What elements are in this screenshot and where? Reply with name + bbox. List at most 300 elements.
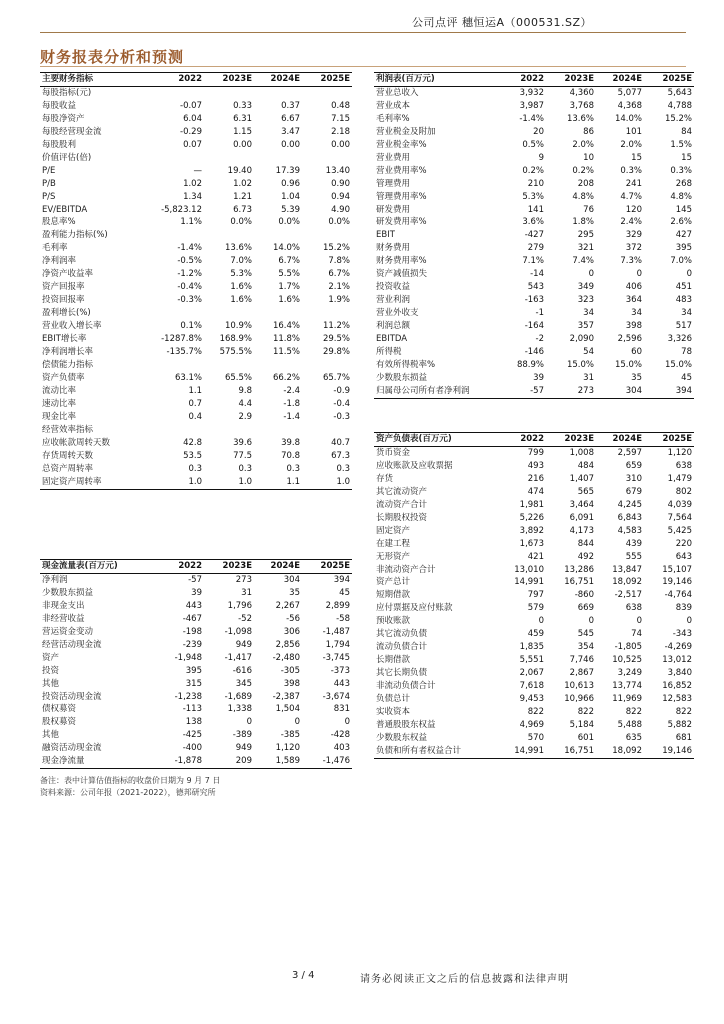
row-label: 非流动负债合计 [376, 681, 436, 692]
cell-value: -1 [535, 308, 544, 319]
cell-value: -1,487 [322, 626, 350, 637]
cell-value [254, 229, 302, 242]
table-row [374, 385, 694, 398]
column-header: 2022 [496, 433, 546, 447]
row-label: 股息率% [42, 217, 76, 228]
main-indicators-table [40, 72, 352, 490]
table-row [40, 476, 352, 489]
row-label: P/B [42, 178, 56, 189]
table-row [40, 113, 352, 126]
row-label: 净利润 [42, 574, 68, 585]
header-divider [40, 32, 686, 33]
row-label: 预收账款 [376, 616, 411, 627]
table-row [374, 294, 694, 307]
cell-value: 45 [339, 587, 350, 598]
table-row [40, 307, 352, 320]
row-label: 投资收益 [376, 282, 411, 293]
row-label: 营业费用率% [376, 165, 427, 176]
cell-value: 0.3% [670, 165, 692, 176]
cell-value: 209 [204, 755, 254, 768]
cell-value: — [193, 165, 202, 176]
cell-value: 310 [625, 473, 642, 484]
table-row [40, 139, 352, 152]
table-row [374, 602, 694, 615]
income-statement-table [374, 72, 694, 399]
cell-value: 565 [577, 486, 594, 497]
cell-value: 13,774 [612, 681, 642, 692]
cell-value: -0.07 [180, 100, 202, 111]
cell-value: 138 [185, 717, 202, 728]
cell-value: 4,360 [569, 87, 594, 98]
cell-value: 7.3% [620, 256, 642, 267]
cell-value: 1.04 [281, 191, 300, 202]
table-row [40, 424, 352, 437]
table-row [374, 359, 694, 372]
cell-value: 545 [577, 629, 594, 640]
table-row [40, 639, 352, 652]
cell-value: 88.9% [516, 359, 544, 370]
cell-value: 10,613 [564, 681, 594, 692]
cell-value: 4,788 [667, 100, 692, 111]
table-row [40, 665, 352, 678]
cell-value: -198 [182, 626, 202, 637]
cell-value: 822 [527, 707, 544, 718]
cell-value: 304 [283, 574, 300, 585]
row-label: 资产回报率 [42, 282, 85, 293]
report-header: 公司点评 穗恒运A（000531.SZ） [411, 16, 592, 29]
cell-value: 74 [631, 629, 642, 640]
table-row [40, 126, 352, 139]
cell-value: 101 [625, 126, 642, 137]
cell-value: 7,618 [519, 681, 544, 692]
cell-value: 395 [675, 243, 692, 254]
table-row [40, 626, 352, 639]
column-header: 2025E [644, 433, 694, 447]
table-row [374, 320, 694, 333]
cell-value: 13,012 [662, 655, 692, 666]
cell-value: 34 [681, 308, 692, 319]
row-label: 负债和所有者权益合计 [374, 745, 496, 758]
cell-value: 395 [185, 665, 202, 676]
cell-value: 831 [333, 704, 350, 715]
cell-value: -1.8 [283, 398, 300, 409]
table-header-row [374, 73, 694, 87]
cell-value: 0.3 [238, 463, 252, 474]
cell-value: 949 [235, 639, 252, 650]
cell-value: 4,368 [617, 100, 642, 111]
table-row [40, 385, 352, 398]
row-label: 存货周转天数 [42, 450, 94, 461]
cell-value: 679 [625, 486, 642, 497]
cell-value: 2.0% [620, 139, 642, 150]
column-header: 2023E [546, 433, 596, 447]
table-row [40, 703, 352, 716]
cell-value [204, 152, 254, 165]
table-row [374, 706, 694, 719]
cell-value: 1,407 [569, 473, 594, 484]
table-row [40, 573, 352, 586]
cell-value: -1,098 [224, 626, 252, 637]
cell-value: 4,245 [617, 499, 642, 510]
cell-value: 13.6% [566, 113, 594, 124]
cell-value: 543 [527, 282, 544, 293]
table-row [40, 255, 352, 268]
cell-value: -1.4 [283, 411, 300, 422]
row-label: 研发费用率% [376, 217, 427, 228]
cell-value: 799 [527, 447, 544, 458]
cell-value: 6.73 [233, 204, 252, 215]
cell-value: 39 [191, 587, 202, 598]
table-row [374, 680, 694, 693]
cell-value: 4.90 [331, 204, 350, 215]
cell-value: 681 [675, 732, 692, 743]
column-header: 2023E [546, 73, 596, 87]
cell-value: 1,338 [227, 704, 252, 715]
cell-value: 822 [625, 707, 642, 718]
cell-value: 1,981 [519, 499, 544, 510]
cell-value: 273 [546, 385, 596, 398]
cell-value [302, 424, 352, 437]
row-label: 营业外收支 [376, 308, 419, 319]
column-header: 2024E [254, 560, 302, 574]
table-row [374, 191, 694, 204]
cell-value: 76 [583, 204, 594, 215]
cell-value: -1,238 [174, 691, 202, 702]
row-label: 营业利润 [376, 295, 411, 306]
cell-value: 315 [185, 678, 202, 689]
cell-value: 5,551 [519, 655, 544, 666]
cell-value: 39 [533, 372, 544, 383]
section-title: 财务报表分析和预测 [40, 48, 185, 66]
cell-value: 2.6% [670, 217, 692, 228]
cell-value: 65.7% [322, 372, 350, 383]
table-row [40, 229, 352, 242]
table-row [40, 178, 352, 191]
row-label: 其他 [42, 730, 60, 741]
table-row [40, 86, 352, 99]
cell-value: -56 [286, 613, 300, 624]
cell-value: 6.7% [328, 269, 350, 280]
row-label: 非现金支出 [42, 600, 85, 611]
cell-value [302, 359, 352, 372]
row-label: 流动负债合计 [376, 642, 428, 653]
cell-value: 2,067 [519, 668, 544, 679]
table-row [374, 178, 694, 191]
cell-value: 323 [577, 295, 594, 306]
cell-value: 398 [625, 321, 642, 332]
cell-value: -0.3% [177, 295, 202, 306]
table-row [374, 333, 694, 346]
row-label: 少数股东权益 [376, 732, 428, 743]
cell-value: 1.6% [278, 295, 300, 306]
cell-value: 35 [289, 587, 300, 598]
cell-value: 0.90 [331, 178, 350, 189]
table-row [374, 281, 694, 294]
cell-value: 34 [583, 308, 594, 319]
table-row [374, 100, 694, 113]
cell-value: 13.6% [224, 243, 252, 254]
cell-value: 13.40 [325, 165, 350, 176]
cell-value: -239 [182, 639, 202, 650]
cell-value: 3,768 [569, 100, 594, 111]
cell-value [148, 359, 204, 372]
cell-value: 3,249 [617, 668, 642, 679]
cell-value: -305 [280, 665, 300, 676]
cell-value: 1,796 [227, 600, 252, 611]
cell-value: 2.1% [328, 282, 350, 293]
cell-value: -0.4% [177, 282, 202, 293]
row-label: EV/EBITDA [42, 204, 88, 215]
cell-value [148, 424, 204, 437]
row-label: 投资 [42, 665, 60, 676]
cell-value: 39.6 [233, 437, 252, 448]
cell-value: 208 [577, 178, 594, 189]
row-label: 总资产周转率 [42, 463, 94, 474]
column-header: 2023E [204, 73, 254, 87]
cell-value: 0.3 [286, 463, 300, 474]
cell-value: 0 [636, 269, 642, 280]
table-row [40, 691, 352, 704]
cell-value: 0 [344, 717, 350, 728]
cell-value: 349 [577, 282, 594, 293]
table-row [40, 587, 352, 600]
cell-value: 53.5 [183, 450, 202, 461]
cell-value: -2,480 [272, 652, 300, 663]
row-label: 利润总额 [376, 321, 411, 332]
cell-value: 575.5% [219, 347, 252, 358]
row-label: 长期借款 [376, 655, 411, 666]
cell-value: 1,794 [325, 639, 350, 650]
row-label: 管理费用率% [376, 191, 427, 202]
cell-value: 29.5% [322, 334, 350, 345]
cell-value: 0.1% [180, 321, 202, 332]
table-row [374, 446, 694, 459]
cell-value: 1.9% [328, 295, 350, 306]
table-row [374, 732, 694, 745]
cell-value: 1.0 [148, 476, 204, 489]
cell-value: 16,751 [564, 577, 594, 588]
cell-value: 4,969 [519, 719, 544, 730]
table-row [40, 678, 352, 691]
cell-value: 1.02 [183, 178, 202, 189]
cell-value: -4,764 [664, 590, 692, 601]
row-label: 存货 [376, 473, 394, 484]
cell-value: 54 [583, 347, 594, 358]
cell-value [148, 86, 204, 99]
cell-value: 364 [625, 295, 642, 306]
row-label: 经营活动现金流 [42, 639, 102, 650]
cell-value [148, 152, 204, 165]
cell-value: 5,425 [667, 525, 692, 536]
cell-value: 3.47 [281, 126, 300, 137]
cell-value: 9 [538, 152, 544, 163]
cell-value: 0.5% [522, 139, 544, 150]
row-label: 长期股权投资 [376, 512, 428, 523]
cell-value: 34 [631, 308, 642, 319]
table-row [40, 294, 352, 307]
row-label: 盈利能力指标(%) [42, 230, 108, 241]
table-row [40, 755, 352, 768]
cell-value: -4,269 [664, 642, 692, 653]
cell-value: 949 [235, 743, 252, 754]
row-label: 盈利增长(%) [42, 308, 91, 319]
row-label: 资产负债率 [42, 372, 85, 383]
cell-value: 7,564 [667, 512, 692, 523]
cell-value: 1.1 [254, 476, 302, 489]
row-label: 投资活动现金流 [42, 691, 102, 702]
cell-value: 1.0 [302, 476, 352, 489]
row-label: 股权募资 [42, 717, 77, 728]
cell-value: 45 [681, 372, 692, 383]
table-row [374, 551, 694, 564]
cell-value: 555 [625, 551, 642, 562]
cell-value: 2,856 [275, 639, 300, 650]
row-label: 净资产收益率 [42, 269, 94, 280]
table-row [374, 242, 694, 255]
cell-value: 4.8% [572, 191, 594, 202]
cell-value: -0.3 [333, 411, 350, 422]
row-label: 每股收益 [42, 100, 77, 111]
cell-value: 1.8% [572, 217, 594, 228]
cell-value: 839 [675, 603, 692, 614]
cell-value: 16.4% [272, 321, 300, 332]
row-label: 债权募资 [42, 704, 77, 715]
table-row [40, 398, 352, 411]
table-row [40, 463, 352, 476]
cell-value: 2.0% [572, 139, 594, 150]
cell-value: -860 [574, 590, 594, 601]
row-label: 固定资产周转率 [40, 476, 148, 489]
cell-value: -2,517 [614, 590, 642, 601]
table-row [374, 473, 694, 486]
table-row [374, 499, 694, 512]
cell-value: 1.34 [183, 191, 202, 202]
table-row [40, 359, 352, 372]
cell-value [254, 307, 302, 320]
row-label: 资产减值损失 [376, 269, 428, 280]
cell-value: 216 [527, 473, 544, 484]
cell-value: 0.94 [331, 191, 350, 202]
table-row [40, 600, 352, 613]
row-label: 所得税 [376, 347, 402, 358]
cell-value: 406 [625, 282, 642, 293]
cell-value: 797 [527, 590, 544, 601]
cell-value: 1,479 [667, 473, 692, 484]
cell-value: 0.37 [281, 100, 300, 111]
cell-value: 459 [527, 629, 544, 640]
cell-value [204, 86, 254, 99]
cell-value: -0.4 [333, 398, 350, 409]
cell-value: 0.4 [188, 411, 202, 422]
table-row [374, 268, 694, 281]
table-row [40, 437, 352, 450]
cell-value: 10.9% [224, 321, 252, 332]
cell-value: 6,843 [617, 512, 642, 523]
cell-value: 403 [333, 743, 350, 754]
table-title-cell: 主要财务指标 [40, 73, 148, 87]
cell-value: 11.8% [272, 334, 300, 345]
cell-value: 570 [527, 732, 544, 743]
table-row [40, 729, 352, 742]
table-row [40, 100, 352, 113]
cell-value [148, 307, 204, 320]
cell-value: 31 [241, 587, 252, 598]
cell-value: 4,173 [569, 525, 594, 536]
cell-value: 15 [681, 152, 692, 163]
row-label: 偿债能力指标 [42, 359, 94, 370]
cell-value: 0.0% [328, 217, 350, 228]
column-header: 2024E [596, 73, 644, 87]
table-row [374, 216, 694, 229]
cell-value: 635 [625, 732, 642, 743]
row-label: 应收账款及应收票据 [376, 460, 453, 471]
row-label: EBIT [376, 230, 395, 241]
cell-value: 1.7% [278, 282, 300, 293]
cell-value: 398 [283, 678, 300, 689]
table-row [40, 411, 352, 424]
row-label: 每股经营现金流 [42, 126, 102, 137]
cell-value: 0 [686, 616, 692, 627]
cell-value: 822 [675, 707, 692, 718]
cell-value: 2.18 [331, 126, 350, 137]
cell-value: 7.0% [670, 256, 692, 267]
cell-value: -135.7% [166, 347, 202, 358]
cell-value: 42.8 [183, 437, 202, 448]
cell-value: 2,267 [275, 600, 300, 611]
cell-value: 0 [294, 717, 300, 728]
row-label: 固定资产 [376, 525, 411, 536]
cell-value: 0 [538, 616, 544, 627]
cell-value: 279 [527, 243, 544, 254]
cell-value: 1,673 [519, 538, 544, 549]
table-row [374, 693, 694, 706]
cell-value: 210 [527, 178, 544, 189]
cell-value: -57 [188, 574, 202, 585]
cell-value: 822 [577, 707, 594, 718]
cell-value: -58 [336, 613, 350, 624]
cell-value: 1.1% [180, 217, 202, 228]
cell-value: 5.3% [230, 269, 252, 280]
cell-value [148, 229, 204, 242]
table-row [374, 512, 694, 525]
cell-value: 372 [625, 243, 642, 254]
table-title-cell: 现金流量表(百万元) [40, 560, 148, 574]
table-row [374, 152, 694, 165]
cell-value: 345 [235, 678, 252, 689]
table-row [40, 372, 352, 385]
cell-value: 0 [686, 269, 692, 280]
cell-value: -3,745 [322, 652, 350, 663]
row-label: 速动比率 [42, 398, 77, 409]
cell-value [302, 229, 352, 242]
table-title-cell: 利润表(百万元) [374, 73, 496, 87]
cell-value [254, 152, 302, 165]
cell-value: -146 [524, 347, 544, 358]
cell-value: 1,008 [569, 447, 594, 458]
cell-value: 0.48 [331, 100, 350, 111]
cell-value: 5,882 [667, 719, 692, 730]
row-label: 少数股东损益 [376, 372, 428, 383]
note-text: 备注：表中计算估值指标的收盘价日期为 9 月 7 日 [40, 776, 221, 785]
cell-value: 1.5% [670, 139, 692, 150]
table-row [40, 333, 352, 346]
table-row [374, 86, 694, 99]
table-row [374, 525, 694, 538]
cell-value: -1287.8% [161, 334, 202, 345]
cell-value: 1,589 [254, 755, 302, 768]
row-label: 少数股东损益 [42, 587, 94, 598]
table-row [374, 654, 694, 667]
